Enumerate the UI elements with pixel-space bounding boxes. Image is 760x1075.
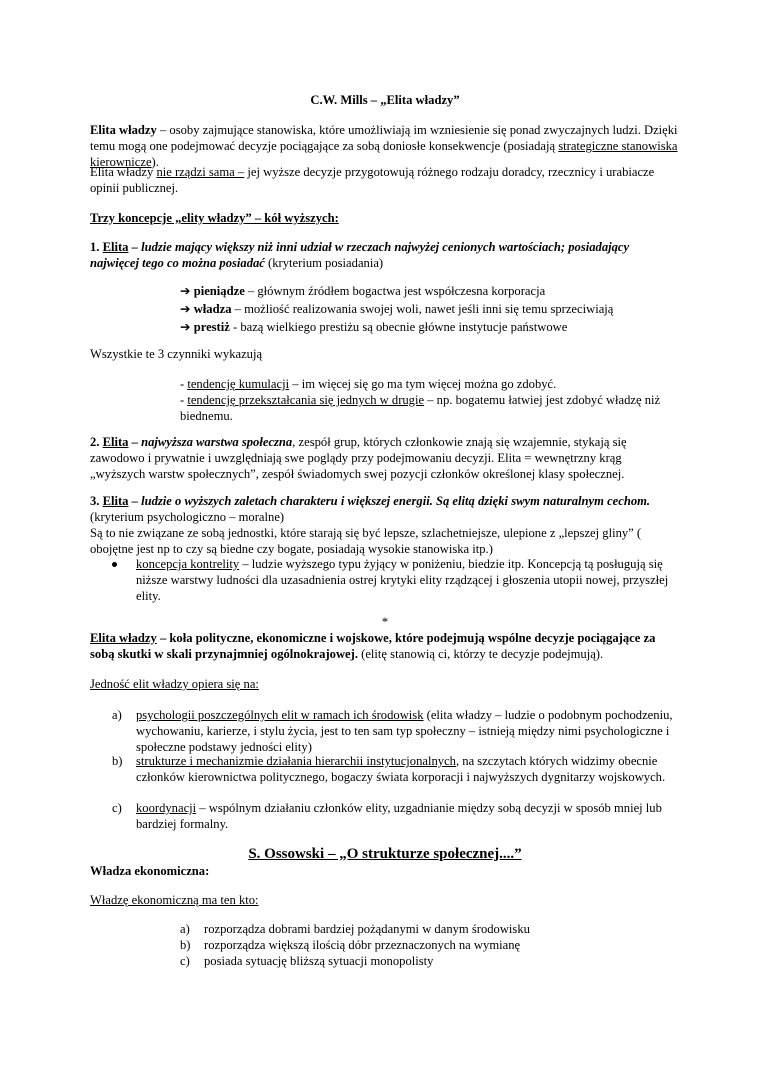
concept-3-note: (kryterium psychologiczno – moralne) (90, 510, 285, 524)
section-heading-concepts: Trzy koncepcje „elity władzy” – kół wyższych: (90, 211, 339, 225)
concept-2-term: Elita (102, 435, 129, 449)
item-text: posiada sytuację bliższą sytuacji monopolisty (204, 954, 434, 968)
all-three-factors: Wszystkie te 3 czynniki wykazują (90, 347, 263, 361)
intro2-text-a: Elita władzy (90, 165, 157, 179)
item-term: strukturze i mechanizmie działania hierarchii instytucjonalnych (136, 754, 456, 768)
concept-2-number: 2. (90, 435, 103, 449)
tendency-list (180, 376, 680, 424)
intro-text-b: ). (151, 155, 159, 169)
economic-power-lead: Władzę ekonomiczną ma ten kto: (90, 893, 259, 907)
item-term: psychologii poszczególnych elit w ramach ich środowisk (136, 708, 424, 722)
arrow-right-icon: ➔ (180, 302, 194, 316)
intro-paragraph-1 (90, 122, 680, 170)
item-text (136, 800, 680, 832)
concept-2-text: , zespół grup, których członkowie znają się wzajemnie, stykają się zawodowo i prywatnie i uwzględniają swe poglądy przy podejmowaniu decyzji. Elita = wewnętrzny krąg „wyższych warstw społecznych”, zespół świadomych swej pozycji członków określonej klasy społecznej. (90, 435, 627, 481)
arrow-right-icon: ➔ (180, 284, 194, 298)
concept-1-definition: – ludzie mający większy niż inni udział w rzeczach najwyżej cenionych wartościach; posiadający najwięcej tego co można posiadać (90, 240, 630, 270)
intro-underlined: strategiczne stanowiska kierownicze (90, 139, 678, 169)
arrow-item-term: pieniądze (193, 284, 245, 298)
bullet-dot-icon (112, 562, 117, 567)
intro2-text-b: jej wyższe decyzje przygotowują różnego rodzaju doradcy, rzecznicy i urabiacze opinii publicznej. (90, 165, 655, 195)
bullet-text (136, 556, 680, 604)
arrow-item (180, 319, 680, 335)
tendency-text: – im więcej się go ma tym więcej można go zdobyć. (289, 377, 557, 391)
tendency-item: - tendencję przekształcania się jednych w drugie – np. bogatemu łatwiej jest zdobyć władzę niż biednemu. (180, 393, 661, 423)
asterisk-separator: * (381, 615, 389, 629)
arrow-list (180, 283, 680, 337)
intro-paragraph-2 (90, 164, 680, 196)
item-label: b) (180, 938, 191, 952)
economic-item (180, 921, 680, 937)
economic-power-heading: Władza ekonomiczna: (90, 864, 210, 878)
intro2-underlined: nie rządzi sama – (156, 165, 245, 179)
item-desc: , na szczytach których widzimy obecnie członków kierownictwa politycznego, bogaczy świata korporacji i najwyższych dygnitarzy wojskowych. (136, 754, 666, 784)
bullet-term: koncepcja kontrelity (136, 557, 240, 571)
item-text (136, 753, 680, 785)
concept-2 (90, 434, 680, 482)
elite-power-definition (90, 630, 680, 662)
elite-power-term: Elita władzy (90, 631, 157, 645)
concept-1-term: Elita (102, 240, 129, 254)
arrow-item-text: – głównym źródłem bogactwa jest współczesna korporacja (244, 284, 546, 298)
arrow-item-text: - bazą wielkiego prestiżu są obecnie główne instytucje państwowe (229, 320, 568, 334)
arrow-item-text: – możliość realizowania swojej woli, nawet jeśli inni się temu sprzeciwiają (231, 302, 614, 316)
item-label: a) (180, 922, 190, 936)
item-label: c) (180, 954, 190, 968)
item-text: rozporządza większą ilością dóbr przeznaczonych na wymianę (204, 938, 521, 952)
bullet-description: – ludzie wyższego typu żyjący w poniżeniu, biedzie itp. Koncepcją tą posługują się niższe warstwy ludności dla uzasadnienia ostrej krytyki elity rządzącej i głoszenia utopii nowej, przyszłej elity. (136, 557, 669, 603)
concept-3-number: 3. (90, 494, 103, 508)
item-desc: – wspólnym działaniu członków elity, uzgadnianie między sobą decyzji w sposób mniej lub bardziej formalny. (136, 801, 662, 831)
page-title: C.W. Mills – „Elita władzy” (310, 93, 460, 107)
concept-1 (90, 239, 680, 271)
tendency-text: – np. bogatemu łatwiej jest zdobyć władzę niż biednemu. (180, 393, 661, 423)
item-term: koordynacji (136, 801, 197, 815)
term-elita-wladzy: Elita władzy (90, 123, 157, 137)
concept-3-text: Są to nie związane ze sobą jednostki, które starają się być lepsze, szlachetniejsze, ulepione z „lepszej gliny” ( obojętne jest np to czy są biedne czy bogate, posiadają wysokie stanowiska itp.) (90, 526, 642, 556)
economic-item (180, 953, 680, 969)
arrow-item-term: prestiż (193, 320, 230, 334)
item-label: a) (112, 708, 122, 722)
ossowski-title: S. Ossowski – „O strukturze społecznej....” (248, 846, 522, 862)
concept-2-definition: – najwyższa warstwa społeczna (128, 435, 293, 449)
item-text: rozporządza dobrami bardziej pożądanymi w danym środowisku (204, 922, 530, 936)
concept-1-note: (kryterium posiadania) (264, 256, 384, 270)
concept-1-number: 1. (90, 240, 103, 254)
concept-3-term: Elita (102, 494, 129, 508)
arrow-item (180, 283, 680, 299)
elite-power-def: – koła polityczne, ekonomiczne i wojskowe, które podejmują wspólne decyzje pociągające za sobą skutki w skali przynajmniej ogólnokrajowej. (90, 631, 656, 661)
arrow-item-term: władza (193, 302, 232, 316)
tendency-term: tendencję kumulacji (187, 377, 290, 391)
elite-power-note: (elitę stanowią ci, którzy te decyzje podejmują). (358, 647, 604, 661)
concept-3 (90, 493, 680, 557)
tendency-item: - tendencję kumulacji – im więcej się go ma tym więcej można go zdobyć. (180, 377, 557, 391)
arrow-right-icon: ➔ (180, 320, 194, 334)
item-label: c) (112, 801, 122, 815)
intro-text-a: – osoby zajmujące stanowiska, które umożliwiają im wzniesienie się ponad zwyczajnych ludzi. Dzięki temu mogą one podejmować decyzje pociągające za sobą doniosłe konsekwencje (posiadają (90, 123, 678, 153)
unity-heading: Jedność elit władzy opiera się na: (90, 677, 259, 691)
item-text (136, 707, 680, 755)
item-desc: (elita władzy – ludzie o podobnym pochodzeniu, wychowaniu, karierze, i stylu życia, jest to ten sam typ społeczny – istnieją między nimi psychologiczne i społeczne podstawy jedności elity) (136, 708, 673, 754)
tendency-term: tendencję przekształcania się jednych w drugie (187, 393, 425, 407)
item-label: b) (112, 754, 123, 768)
arrow-item (180, 301, 680, 317)
concept-3-definition: – ludzie o wyższych zaletach charakteru i większej energii. Są elitą dzięki swym naturalnym cechom. (128, 494, 651, 508)
economic-item (180, 937, 680, 953)
